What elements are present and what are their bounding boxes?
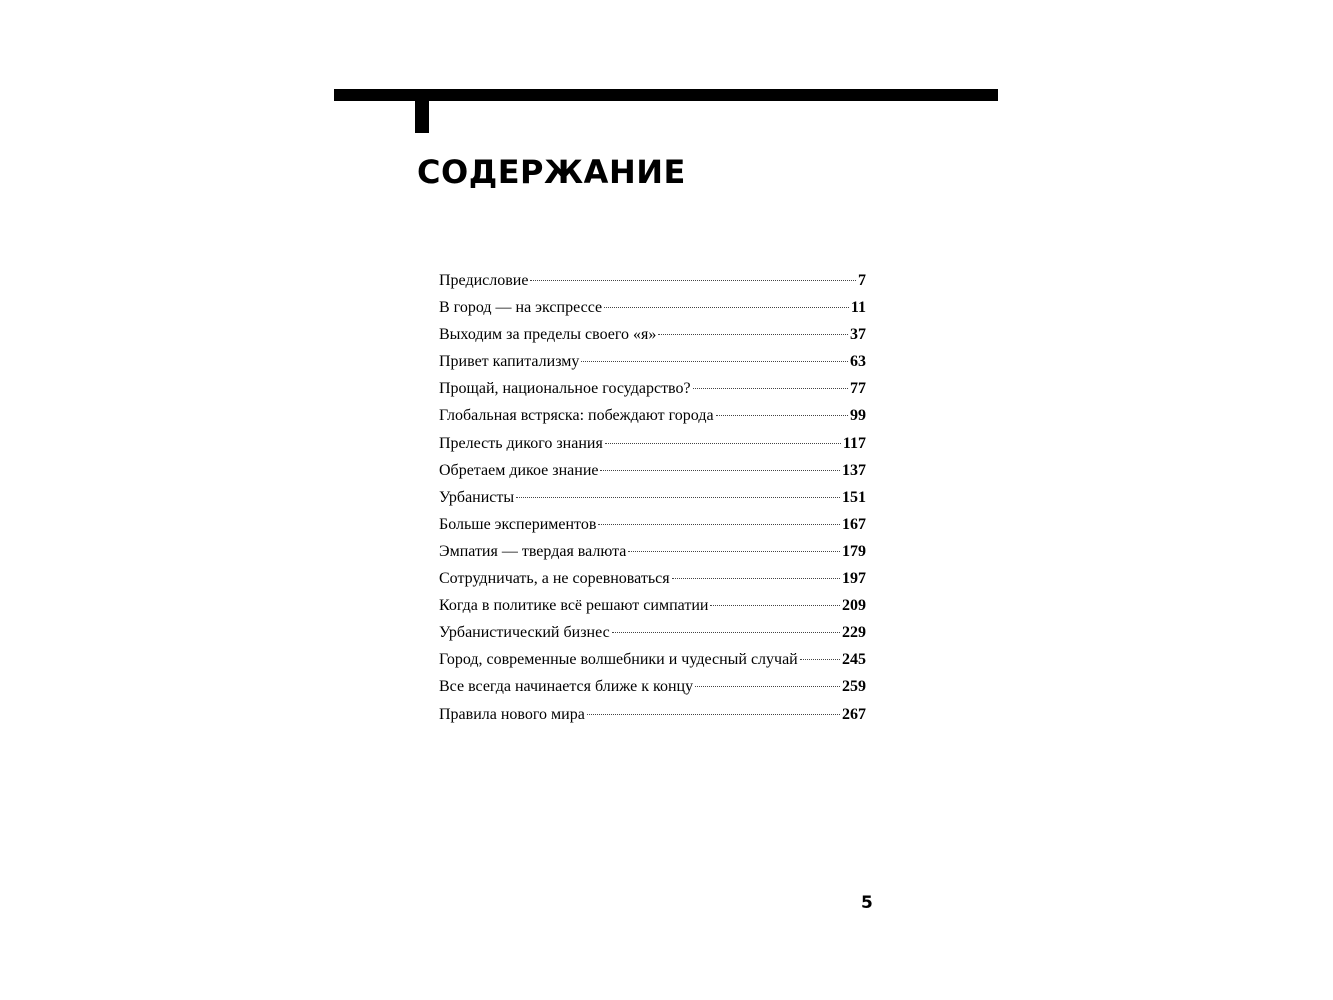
toc-entry-page: 259	[842, 678, 866, 696]
toc-entry-title: Прощай, национальное государство?	[439, 380, 691, 398]
toc-entry-title: В город — на экспрессе	[439, 299, 603, 317]
dot-leader	[658, 334, 848, 335]
toc-entry-title: Урбанисты	[439, 488, 515, 506]
toc-entry-title: Прелесть дикого знания	[439, 434, 603, 452]
dot-leader	[672, 578, 840, 579]
toc-entry-title: Глобальная встряска: побеждают города	[439, 407, 714, 425]
toc-entry-page: 37	[850, 326, 866, 344]
toc-entry	[439, 489, 866, 516]
dot-leader	[587, 714, 840, 715]
toc-entry-title: Предисловие	[439, 272, 529, 289]
toc-entry	[439, 516, 866, 543]
dot-leader	[612, 632, 840, 633]
toc-entry	[439, 678, 866, 705]
toc-entry-page: 77	[850, 380, 866, 398]
toc-entry	[439, 543, 866, 570]
toc-entry-page: 179	[842, 542, 866, 560]
dot-leader	[604, 307, 849, 308]
toc-entry	[439, 462, 866, 489]
dot-leader	[530, 280, 856, 281]
dot-leader	[600, 470, 840, 471]
dot-leader	[693, 388, 848, 389]
toc-entry	[439, 326, 866, 353]
toc-entry-page: 11	[850, 299, 866, 317]
toc-entry-title: Все всегда начинается ближе к концу	[439, 678, 694, 696]
toc-entry-page: 151	[842, 488, 866, 506]
toc-entry	[439, 299, 866, 326]
header-rule-tick	[415, 100, 429, 133]
toc-entry-page: 209	[842, 597, 866, 615]
dot-leader	[516, 497, 840, 498]
toc-entry	[439, 597, 866, 624]
header-rule	[334, 89, 998, 101]
toc-entry	[439, 380, 866, 407]
toc-entry	[439, 706, 866, 733]
dot-leader	[695, 686, 840, 687]
toc-entry	[439, 651, 866, 678]
toc-entry-page: 99	[850, 407, 866, 425]
dot-leader	[598, 524, 840, 525]
toc-entry-title: Сотрудничать, а не соревноваться	[439, 570, 670, 588]
dot-leader	[710, 605, 840, 606]
toc-entry-page: 7	[858, 272, 866, 289]
toc-entry	[439, 272, 866, 299]
toc-entry-title: Выходим за пределы своего «я»	[439, 326, 657, 344]
page-number: 5	[861, 893, 873, 913]
table-of-contents	[439, 272, 866, 733]
toc-entry-title: Правила нового мира	[439, 705, 585, 723]
dot-leader	[716, 415, 848, 416]
toc-entry-title: Обретаем дикое знание	[439, 461, 599, 479]
toc-entry	[439, 407, 866, 434]
toc-entry	[439, 624, 866, 651]
toc-entry-title: Когда в политике всё решают симпатии	[439, 597, 709, 615]
toc-entry-title: Эмпатия — твердая валюта	[439, 542, 627, 560]
toc-entry-title: Город, современные волшебники и чудесный случай	[439, 651, 798, 669]
toc-entry-page: 197	[842, 570, 866, 588]
toc-entry	[439, 570, 866, 597]
toc-entry-page: 229	[842, 624, 866, 642]
dot-leader	[628, 551, 840, 552]
toc-entry-page: 63	[850, 353, 866, 371]
toc-entry-title: Урбанистический бизнес	[439, 624, 610, 642]
toc-entry-page: 245	[842, 651, 866, 669]
toc-entry-title: Больше экспериментов	[439, 515, 597, 533]
dot-leader	[605, 443, 841, 444]
toc-entry-page: 137	[842, 461, 866, 479]
dot-leader	[800, 659, 840, 660]
dot-leader	[581, 361, 848, 362]
toc-entry	[439, 435, 866, 462]
toc-entry-title: Привет капитализму	[439, 353, 580, 371]
toc-entry-page: 117	[842, 434, 866, 452]
toc-entry-page: 167	[842, 515, 866, 533]
toc-entry	[439, 353, 866, 380]
toc-entry-page: 267	[842, 705, 866, 723]
page-title: СОДЕРЖАНИЕ	[417, 153, 686, 191]
